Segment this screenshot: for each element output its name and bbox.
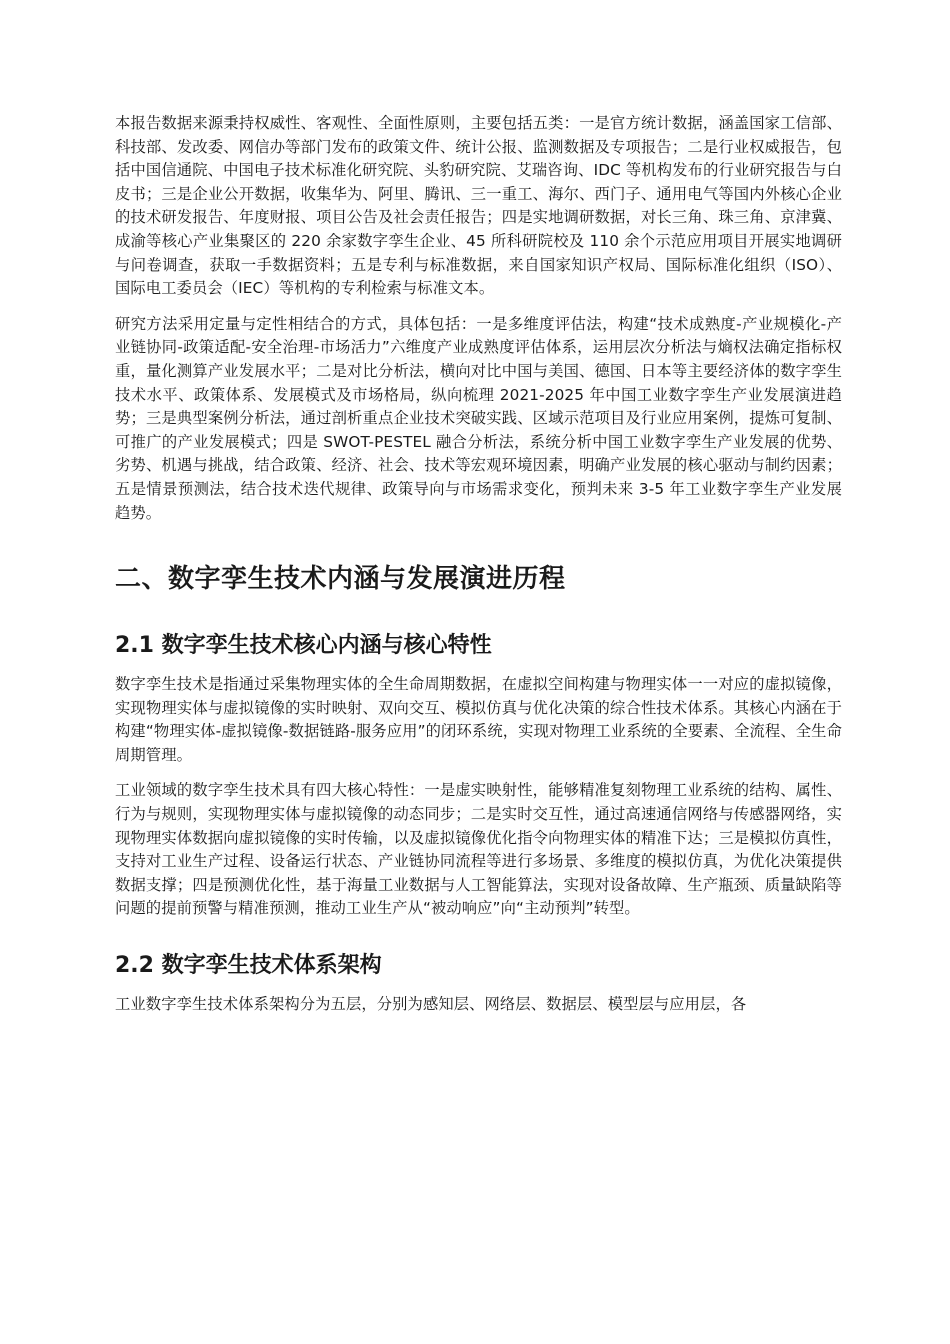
section-2-1-title: 2.1 数字孪生技术核心内涵与核心特性	[115, 633, 492, 659]
chapter-title: 二、数字孪生技术内涵与发展演进历程	[115, 564, 566, 595]
section-2-1-paragraph: 工业领域的数字孪生技术具有四大核心特性：一是虚实映射性，能够精准复刻物理工业系统的结构、属性、行为与规则，实现物理实体与虚拟镜像的动态同步；二是实时交互性，通过高速通信网络与传感器网络，实现物理实体数据向虚拟镜像的实时传输，以及虚拟镜像优化指令向物理实体的精准下达；三是模拟仿真性，支持对工业生产过程、设备运行状态、产业链协同流程等进行多场景、多维度的模拟仿真，为优化决策提供数据支撑；四是预测优化性，基于海量工业数据与人工智能算法，实现对设备故障、生产瓶颈、质量缺陷等问题的提前预警与精准预测，推动工业生产从“被动响应”向“主动预判”转型。	[115, 781, 842, 918]
section-2-2-title: 2.2 数字孪生技术体系架构	[115, 953, 382, 979]
section-2-1-paragraph: 数字孪生技术是指通过采集物理实体的全生命周期数据，在虚拟空间构建与物理实体一一对应的虚拟镜像，实现物理实体与虚拟镜像的实时映射、双向交互、模拟仿真与优化决策的综合性技术体系。其核心内涵在于构建“物理实体-虚拟镜像-数据链路-服务应用”的闭环系统，实现对物理工业系统的全要素、全流程、全生命周期管理。	[115, 675, 842, 764]
intro-paragraph-data-sources: 本报告数据来源秉持权威性、客观性、全面性原则，主要包括五类：一是官方统计数据，涵盖国家工信部、科技部、发改委、网信办等部门发布的政策文件、统计公报、监测数据及专项报告；二是行业权威报告，包括中国信通院、中国电子技术标准化研究院、头豹研究院、艾瑞咨询、IDC 等机构发布的行业研究报告与白皮书；三是企业公开数据，收集华为、阿里、腾讯、三一重工、海尔、西门子、通用电气等国内外核心企业的技术研发报告、年度财报、项目公告及社会责任报告；四是实地调研数据，对长三角、珠三角、京津冀、成渝等核心产业集聚区的 220 余家数字孪生企业、45 所科研院校及 110 余个示范应用项目开展实地调研与问卷调查，获取一手数据资料；五是专利与标准数据，来自国家知识产权局、国际标准化组织（ISO）、国际电工委员会（IEC）等机构的专利检索与标准文本。	[115, 114, 842, 298]
section-2-2-paragraph: 工业数字孪生技术体系架构分为五层，分别为感知层、网络层、数据层、模型层与应用层，各	[115, 995, 747, 1014]
intro-paragraph-research-methods: 研究方法采用定量与定性相结合的方式，具体包括：一是多维度评估法，构建“技术成熟度-产业规模化-产业链协同-政策适配-安全治理-市场活力”六维度产业成熟度评估体系，运用层次分析法与熵权法确定指标权重，量化测算产业发展水平；二是对比分析法，横向对比中国与美国、德国、日本等主要经济体的数字孪生技术水平、政策体系、发展模式及市场格局，纵向梳理 2021-2025 年中国工业数字孪生产业发展演进趋势；三是典型案例分析法，通过剖析重点企业技术突破实践、区域示范项目及行业应用案例，提炼可复制、可推广的产业发展模式；四是 SWOT-PESTEL 融合分析法，系统分析中国工业数字孪生产业发展的优势、劣势、机遇与挑战，结合政策、经济、社会、技术等宏观环境因素，明确产业发展的核心驱动与制约因素；五是情景预测法，结合技术迭代规律、政策导向与市场需求变化，预判未来 3-5 年工业数字孪生产业发展趋势。	[115, 314, 842, 522]
